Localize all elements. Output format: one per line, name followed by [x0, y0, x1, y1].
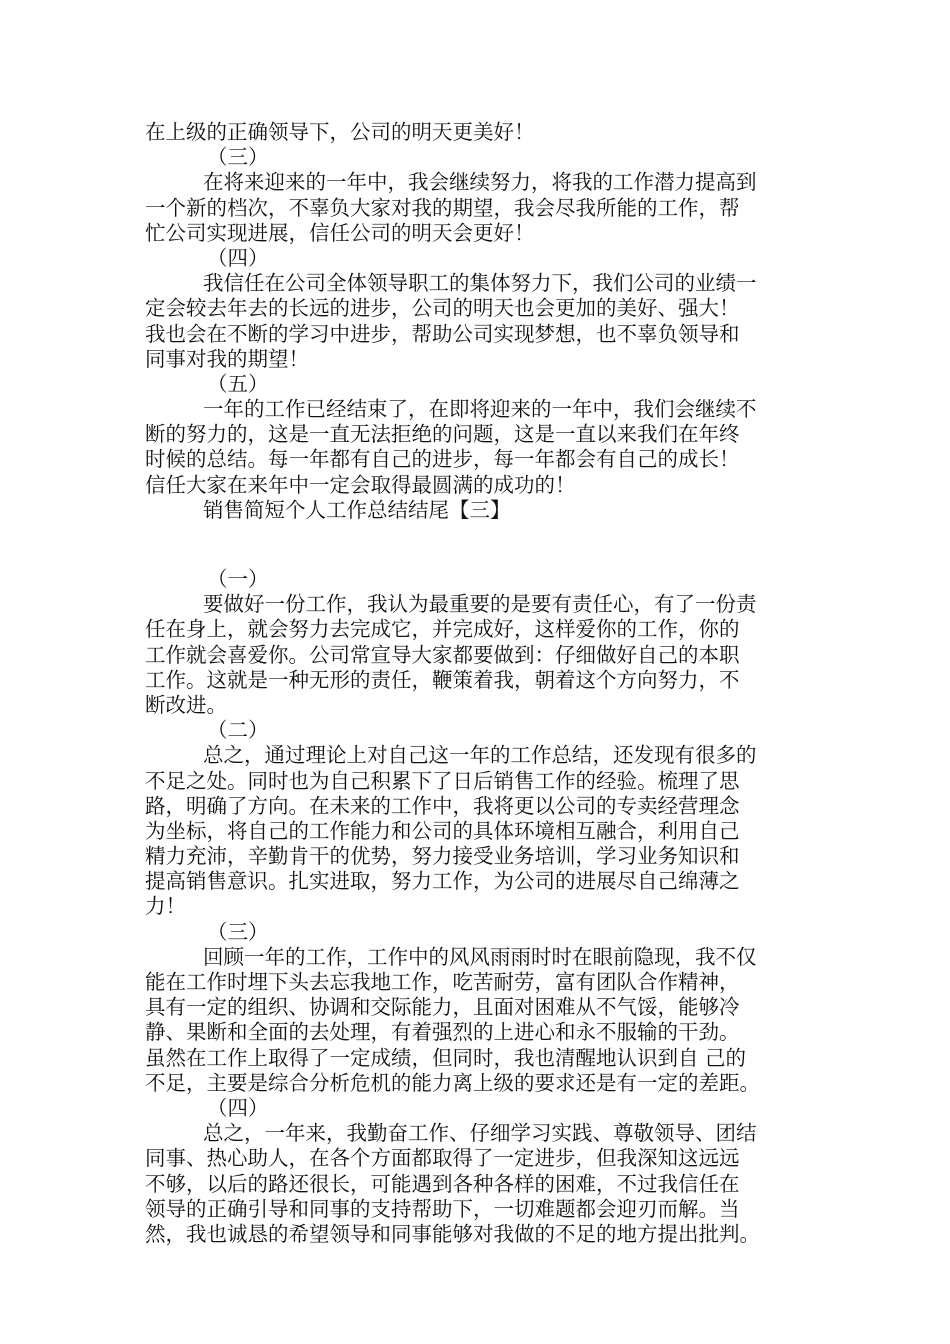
- text-line: 不够，以后的路还很长，可能遇到各种各样的困难，不过我信任在: [145, 1171, 740, 1196]
- text-line: 虽然在工作上取得了一定成绩，但同时，我也清醒地认识到自 己的: [145, 1045, 747, 1070]
- section-number: （四）: [207, 245, 269, 270]
- text-line: 静、果断和全面的去处理，有着强烈的上进心和永不服输的干劲。: [145, 1020, 740, 1045]
- text-line: 我也会在不断的学习中进步，帮助公司实现梦想，也不辜负领导和: [145, 321, 740, 346]
- section-number: （五）: [207, 371, 269, 396]
- text-line: 任在身上，就会努力去完成它，并完成好，这样爱你的工作，你的: [145, 617, 740, 642]
- text-line: 总之，通过理论上对自己这一年的工作总结，还发现有很多的: [203, 743, 757, 768]
- section-number: （二）: [207, 718, 269, 743]
- section-number: （一）: [207, 567, 269, 591]
- text-line: 同事、热心助人，在各个方面都取得了一定进步，但我深知这远远: [145, 1146, 740, 1171]
- text-line: 信任大家在来年中一定会取得最圆满的成功的！: [145, 472, 576, 497]
- text-line: 要做好一份工作，我认为最重要的是要有责任心，有了一份责: [203, 592, 757, 617]
- text-line: 然，我也诚恳的希望领导和同事能够对我做的不足的地方提出批判。: [145, 1221, 760, 1246]
- text-line: 时候的总结。每一年都有自己的进步，每一年都会有自己的成长！: [145, 447, 740, 472]
- text-line: 在上级的正确领导下，公司的明天更美好！: [145, 120, 535, 144]
- text-line: 具有一定的组织、协调和交际能力，且面对困难从不气馁，能够冷: [145, 995, 740, 1020]
- text-line: 在将来迎来的一年中，我会继续努力，将我的工作潜力提高到: [203, 170, 757, 195]
- section-number: （四）: [207, 1095, 269, 1120]
- text-line: 精力充沛，辛勤肯干的优势，努力接受业务培训，学习业务知识和: [145, 844, 740, 869]
- text-line: 路，明确了方向。在未来的工作中，我将更以公司的专卖经营理念: [145, 793, 740, 818]
- text-line: 我信任在公司全体领导职工的集体努力下，我们公司的业绩一: [203, 271, 757, 296]
- text-line: 同事对我的期望！: [145, 346, 309, 371]
- text-line: 总之，一年来，我勤奋工作、仔细学习实践、尊敬领导、团结: [203, 1121, 757, 1146]
- text-line: 一年的工作已经结束了，在即将迎来的一年中，我们会继续不: [203, 397, 757, 422]
- text-line: 忙公司实现进展，信任公司的明天会更好！: [145, 220, 535, 245]
- text-line: 力！: [145, 894, 186, 919]
- text-line: 为坐标，将自己的工作能力和公司的具体环境相互融合，利用自己: [145, 818, 740, 843]
- text-line: 工作。这就是一种无形的责任，鞭策着我，朝着这个方向努力，不: [145, 667, 740, 692]
- text-line: 断改进。: [145, 692, 227, 717]
- text-line: 一个新的档次，不辜负大家对我的期望，我会尽我所能的工作，帮: [145, 195, 740, 220]
- text-line: 能在工作时埋下头去忘我地工作，吃苦耐劳，富有团队合作精神，: [145, 970, 740, 994]
- text-line: 销售简短个人工作总结结尾【三】: [203, 497, 511, 522]
- document-body: [145, 120, 825, 1247]
- text-line: 工作就会喜爱你。公司常宣导大家都要做到：仔细做好自己的本职: [145, 642, 740, 667]
- section-number: （三）: [207, 145, 269, 170]
- section-number: （三）: [207, 919, 269, 944]
- text-line: 断的努力的，这是一直无法拒绝的问题，这是一直以来我们在年终: [145, 422, 740, 447]
- text-line: 回顾一年的工作，工作中的风风雨雨时时在眼前隐现，我不仅: [203, 944, 757, 969]
- blank-spacer: [145, 523, 825, 567]
- text-line: 不足之处。同时也为自己积累下了日后销售工作的经验。梳理了思: [145, 768, 740, 793]
- text-line: 提高销售意识。扎实进取，努力工作，为公司的进展尽自己绵薄之: [145, 869, 740, 894]
- text-line: 不足，主要是综合分析危机的能力离上级的要求还是有一定的差距。: [145, 1070, 760, 1095]
- text-line: 领导的正确引导和同事的支持帮助下，一切难题都会迎刃而解。当: [145, 1196, 740, 1221]
- text-line: 定会较去年去的长远的进步，公司的明天也会更加的美好、强大！: [145, 296, 740, 321]
